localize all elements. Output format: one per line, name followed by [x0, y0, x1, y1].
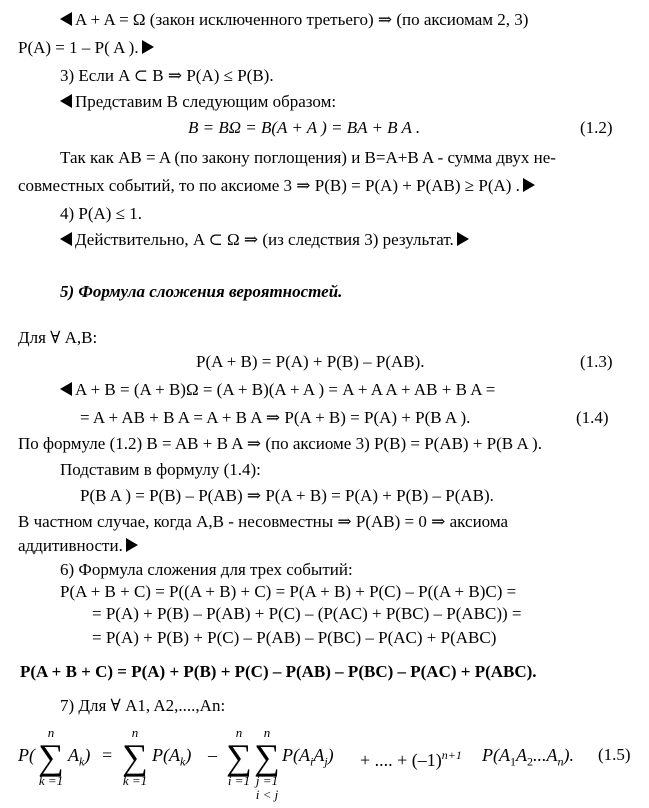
sigma-upper: n [131, 725, 139, 740]
sigma-k-lhs [34, 726, 68, 788]
text-line-17 [80, 486, 494, 506]
lhs-term-a: A [68, 745, 79, 765]
last-subn: n [557, 754, 564, 769]
text-line-16 [60, 460, 261, 480]
sigma-condition: i < j [255, 787, 279, 802]
text-line-1 [60, 10, 528, 30]
dots-text: + .... + (–1) [360, 750, 442, 770]
term2-text: P(A [282, 745, 310, 765]
sigma-symbol: ∑ [254, 737, 280, 777]
line-10-text: 5) Формула сложения вероятностей. [60, 282, 343, 301]
last-tail: ...A [532, 745, 558, 765]
line-19-text: аддитивности. [18, 536, 123, 555]
term2-mid: A [313, 745, 325, 765]
line-17-text: P(B A ) = P(B) – P(AB) ⇒ P(A + B) = P(A) + P(B) – P(AB). [80, 486, 494, 505]
text-line-13 [60, 380, 495, 400]
equation-number-1-5: (1.5) [598, 745, 631, 764]
line-22-text: = P(A) + P(B) – P(AB) + P(C) – (P(AC) + P(BC) – P(ABC)) = [92, 604, 522, 623]
line-24-text: P(A + B + C) = P(A) + P(B) + P(C) – P(AB) – P(BC) – P(AC) + P(ABC). [20, 662, 537, 681]
sigma-lower: k =1 [38, 773, 64, 788]
sum-lhs [18, 744, 35, 766]
line-6-text: Так как AB = A (по закону поглощения) и B=A+B A - сумма двух не- [60, 148, 556, 167]
line-7-text: совместных событий, то по аксиоме 3 ⇒ P(B) = P(A) + P(AB) ≥ P(A) . [18, 176, 520, 195]
line-11-text: Для ∀ A,B: [18, 328, 98, 347]
sigma-lower: j =1 [255, 773, 279, 788]
term1 [152, 744, 191, 773]
sigma-i [224, 726, 254, 788]
text-line-22 [92, 604, 522, 624]
line-8-text: 4) P(A) ≤ 1. [60, 204, 143, 223]
proof-start-icon [60, 232, 72, 246]
proof-end-icon [457, 232, 469, 246]
line-12-text: P(A + B) = P(A) + P(B) – P(AB). [196, 352, 425, 371]
line-5-text: B = BΩ = B(A + A ) = BA + B A . [188, 118, 421, 137]
last-sub1: 1 [509, 754, 516, 769]
equals-sign: = [102, 745, 113, 765]
term1-sub: k [179, 754, 186, 769]
term2-close: ) [327, 745, 334, 765]
last-mid: A [515, 745, 527, 765]
section-heading-5 [60, 282, 342, 302]
line-20-text: 6) Формула сложения для трех событий: [60, 560, 353, 579]
proof-start-icon [60, 382, 72, 396]
sigma-upper: n [235, 725, 243, 740]
line-14-text: = A + AB + B A = A + B A ⇒ P(A + B) = P(A) + P(B A ). [80, 408, 471, 427]
sigma-symbol: ∑ [38, 737, 64, 777]
proof-end-icon [126, 538, 138, 552]
text-line-2 [18, 38, 154, 58]
text-line-15 [18, 434, 542, 454]
sigma-lower: i =1 [227, 773, 251, 788]
equation-number-1-4: (1.4) [576, 408, 609, 427]
sigma-lower: k =1 [122, 773, 148, 788]
proof-end-icon [142, 40, 154, 54]
text-line-19 [18, 536, 138, 556]
last-close: ). [563, 745, 574, 765]
sigma-symbol: ∑ [122, 737, 148, 777]
text-line-18 [18, 512, 508, 532]
line-4-text: Представим B следующим образом: [75, 92, 337, 111]
line-15-text: По формуле (1.2) B = AB + B A ⇒ (по аксиоме 3) P(B) = P(AB) + P(B A ). [18, 434, 542, 453]
text-line-14 [80, 408, 470, 428]
line-1-text: A + A = Ω (закон исключенного третьего) ⇒ (по аксиомам 2, 3) [75, 10, 529, 29]
equation-number-1-2: (1.2) [580, 118, 613, 137]
line-23-text: = P(A) + P(B) + P(C) – P(AB) – P(BC) – P(AC) + P(ABC) [92, 628, 497, 647]
last-sub2: 2 [526, 754, 533, 769]
line-16-text: Подставим в формулу (1.4): [60, 460, 261, 479]
dots-term [360, 744, 462, 771]
text-line-23 [92, 628, 496, 648]
lhs-close: ) [84, 745, 91, 765]
sigma-j [252, 726, 282, 802]
term2-sub-i: i [309, 754, 314, 769]
text-line-6 [60, 148, 556, 168]
term1-text: P(A [152, 745, 180, 765]
text-line-8 [60, 204, 142, 224]
text-line-7 [18, 176, 535, 196]
text-line-25 [60, 696, 225, 716]
line-3-text: 3) Если A ⊂ B ⇒ P(A) ≤ P(B). [60, 66, 274, 85]
last-term [482, 744, 574, 773]
line-13-text: A + B = (A + B)Ω = (A + B)(A + A ) = A + A A + AB + B A = [75, 380, 496, 399]
line-18-text: В частном случае, когда A,B - несовместны ⇒ P(AB) = 0 ⇒ аксиома [18, 512, 509, 531]
line-2-text: P(A) = 1 – P( A ). [18, 38, 139, 57]
proof-start-icon [60, 12, 72, 26]
proof-end-icon [523, 178, 535, 192]
term1-close: ) [185, 745, 192, 765]
text-line-24 [20, 662, 537, 682]
minus-text: – [208, 745, 217, 765]
line-25-text: 7) Для ∀ A1, A2,....,An: [60, 696, 226, 715]
text-line-9 [60, 230, 469, 250]
sigma-k-rhs [118, 726, 152, 788]
sigma-upper: n [263, 725, 271, 740]
sigma-upper: n [47, 725, 55, 740]
minus-sign [208, 744, 217, 766]
equation-number-1-3: (1.3) [580, 352, 613, 371]
text-line-21 [60, 582, 516, 602]
text-line-4 [60, 92, 336, 112]
term2 [282, 744, 334, 773]
text-line-3 [60, 66, 274, 86]
line-9-text: Действительно, A ⊂ Ω ⇒ (из следствия 3) результат. [75, 230, 454, 249]
line-21-text: P(A + B + C) = P((A + B) + C) = P(A + B) + P(C) – P((A + B)C) = [60, 582, 517, 601]
text-line-12 [196, 352, 425, 372]
term2-sub-j: j [324, 754, 328, 769]
sigma-symbol: ∑ [226, 737, 252, 777]
last-text: P(A [482, 745, 510, 765]
text-line-5 [188, 118, 420, 138]
equals [102, 744, 112, 766]
lhs-term [68, 744, 90, 773]
text-line-20 [60, 560, 353, 580]
lhs-func: P( [18, 745, 35, 765]
text-line-11 [18, 328, 97, 348]
proof-start-icon [60, 94, 72, 108]
lhs-term-sub: k [79, 754, 85, 769]
power-text: n+1 [441, 748, 462, 762]
